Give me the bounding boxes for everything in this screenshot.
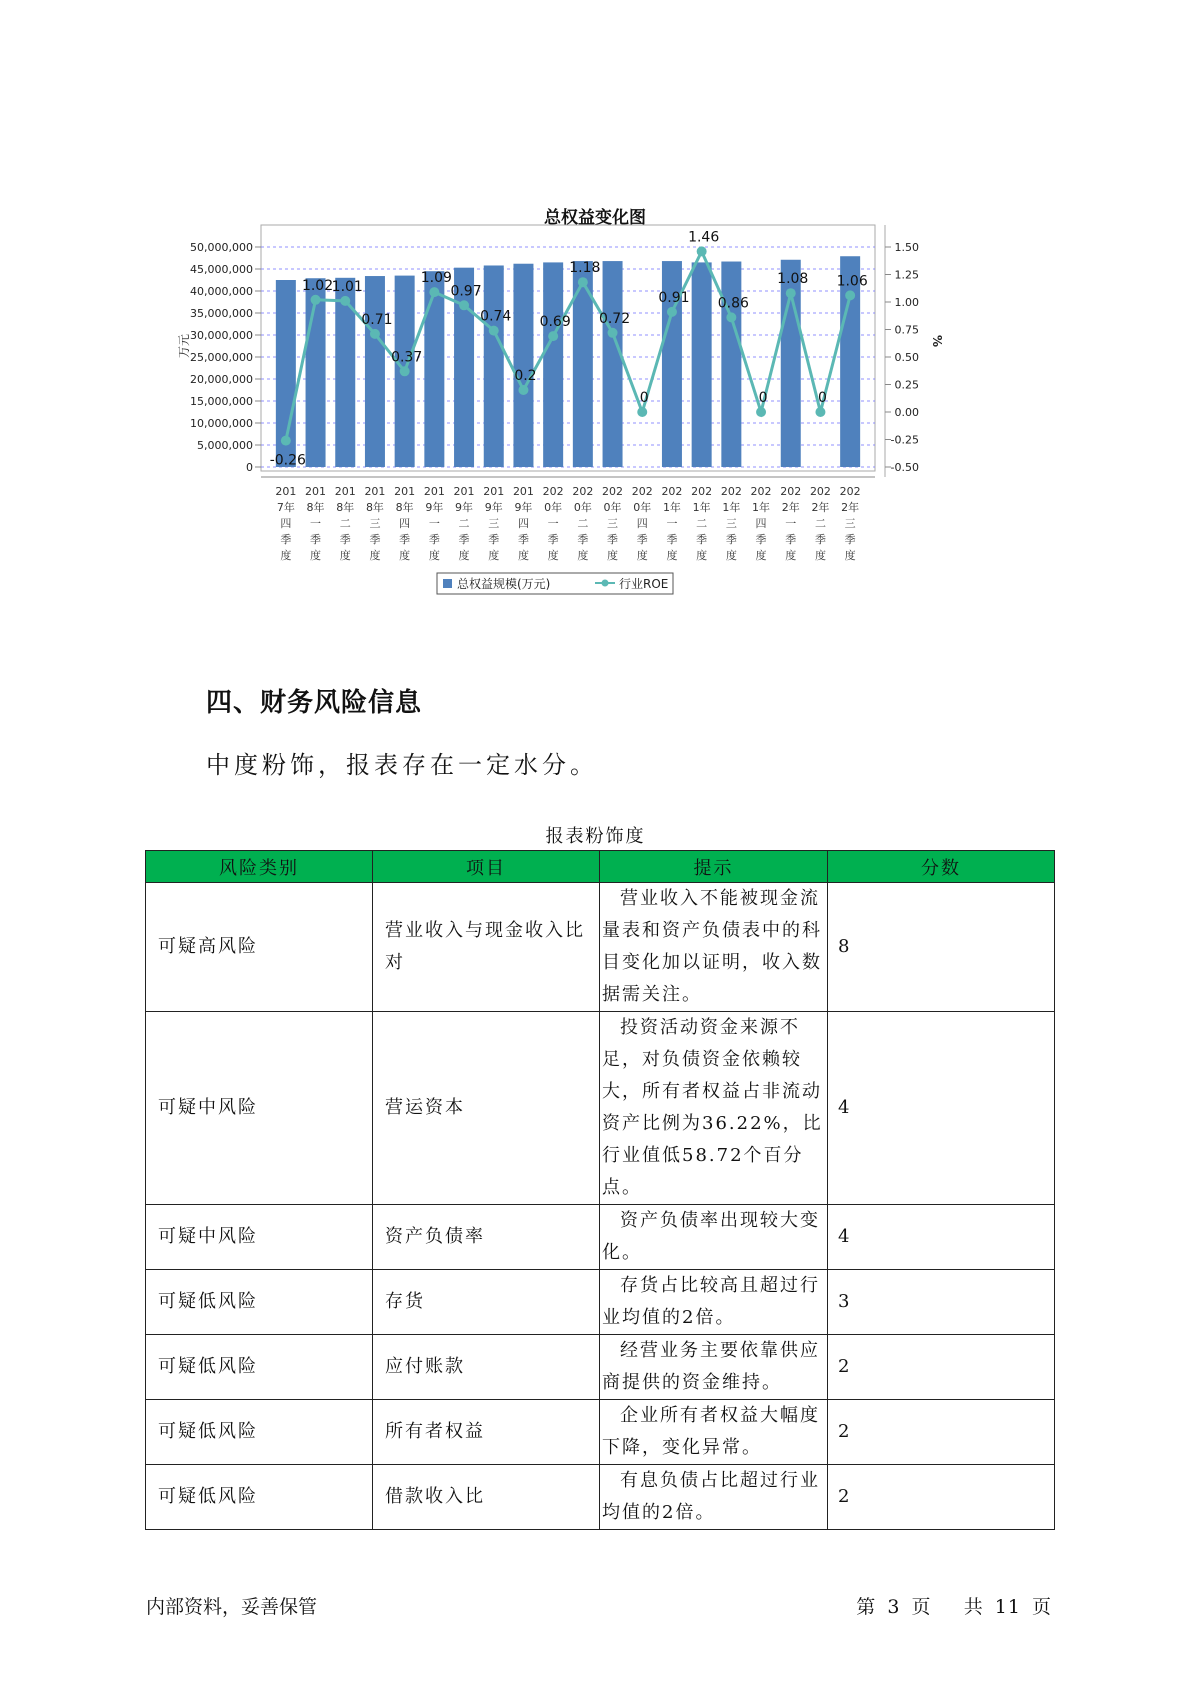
x-tick-label: 季 bbox=[339, 533, 351, 546]
risk-hint: 有息负债占比超过行业均值的2倍。 bbox=[600, 1465, 828, 1530]
x-tick-label: 季 bbox=[577, 533, 589, 546]
x-tick-label: 四 bbox=[280, 517, 292, 530]
x-tick-label: 一 bbox=[785, 517, 797, 530]
roe-point bbox=[726, 312, 736, 322]
x-tick-label: 四 bbox=[636, 517, 648, 530]
x-tick-label: 202 bbox=[691, 485, 713, 498]
x-tick-label: 季 bbox=[280, 533, 292, 546]
roe-point bbox=[459, 300, 469, 310]
roe-data-label: 0.72 bbox=[598, 310, 631, 327]
x-tick-label: 201 bbox=[275, 485, 297, 498]
roe-point bbox=[370, 329, 380, 339]
risk-score: 4 bbox=[828, 1205, 1055, 1270]
x-tick-label: 度 bbox=[666, 549, 678, 562]
x-tick-label: 1年 bbox=[722, 501, 741, 514]
y-left-tick-label: 15,000,000 bbox=[190, 395, 253, 408]
x-tick-label: 度 bbox=[755, 549, 767, 562]
x-tick-label: 度 bbox=[280, 549, 292, 562]
y-left-tick-label: 40,000,000 bbox=[190, 285, 253, 298]
roe-data-label: 0.2 bbox=[514, 368, 537, 384]
x-tick-label: 二 bbox=[458, 517, 470, 530]
y-left-tick-label: 50,000,000 bbox=[190, 241, 253, 254]
roe-point bbox=[667, 307, 677, 317]
roe-data-label: 0.37 bbox=[391, 349, 423, 366]
risk-category: 可疑低风险 bbox=[146, 1335, 373, 1400]
x-tick-label: 季 bbox=[696, 533, 708, 546]
roe-point bbox=[697, 246, 707, 256]
x-tick-label: 8年 bbox=[395, 501, 414, 514]
footer-page-info bbox=[854, 1592, 1054, 1619]
roe-data-label: 0 bbox=[817, 390, 827, 406]
risk-score: 2 bbox=[828, 1400, 1055, 1465]
roe-data-label: 1.01 bbox=[331, 278, 363, 295]
roe-data-label: 1.18 bbox=[569, 260, 601, 277]
header-category: 风险类别 bbox=[146, 851, 373, 883]
x-tick-label: 9年 bbox=[484, 501, 503, 514]
roe-point bbox=[340, 296, 350, 306]
equity-chart bbox=[177, 195, 1010, 655]
bar bbox=[603, 261, 623, 467]
risk-item: 借款收入比 bbox=[373, 1465, 600, 1530]
chart-title: 总权益变化图 bbox=[544, 208, 646, 228]
x-tick-label: 201 bbox=[483, 485, 505, 498]
x-tick-label: 季 bbox=[814, 533, 826, 546]
table-row bbox=[146, 1465, 1055, 1530]
roe-data-label: 1.46 bbox=[688, 229, 720, 246]
x-tick-label: 202 bbox=[602, 485, 624, 498]
x-tick-label: 二 bbox=[339, 517, 351, 530]
x-tick-label: 度 bbox=[577, 549, 589, 562]
x-tick-label: 2年 bbox=[781, 501, 800, 514]
x-tick-label: 一 bbox=[666, 517, 678, 530]
table-row bbox=[146, 1270, 1055, 1335]
risk-category: 可疑高风险 bbox=[146, 883, 373, 1012]
y-right-tick-label: 0.00 bbox=[894, 406, 919, 419]
bar bbox=[484, 265, 504, 467]
y-left-tick-label: 5,000,000 bbox=[197, 439, 253, 452]
x-tick-label: 0年 bbox=[573, 501, 592, 514]
x-tick-label: 二 bbox=[577, 517, 589, 530]
x-tick-label: 7年 bbox=[276, 501, 295, 514]
equity-chart-svg bbox=[177, 195, 1010, 655]
x-tick-label: 201 bbox=[364, 485, 386, 498]
x-tick-label: 季 bbox=[399, 533, 411, 546]
y-right-tick-label: -0.25 bbox=[890, 433, 919, 447]
x-tick-label: 0年 bbox=[603, 501, 622, 514]
risk-hint: 经营业务主要依靠供应商提供的资金维持。 bbox=[600, 1335, 828, 1400]
x-tick-label: 季 bbox=[369, 533, 381, 546]
x-tick-label: 度 bbox=[785, 549, 797, 562]
risk-hint: 资产负债率出现较大变化。 bbox=[600, 1205, 828, 1270]
bar bbox=[513, 264, 533, 467]
x-tick-label: 季 bbox=[755, 533, 767, 546]
y-left-tick-label: 45,000,000 bbox=[190, 263, 253, 276]
x-tick-label: 季 bbox=[785, 533, 797, 546]
x-tick-label: 三 bbox=[369, 517, 381, 530]
roe-data-label: 0.97 bbox=[450, 283, 482, 300]
y-left-tick-label: 35,000,000 bbox=[190, 307, 253, 320]
x-tick-label: 季 bbox=[488, 533, 500, 546]
x-tick-label: 季 bbox=[636, 533, 648, 546]
y-left-axis-label: 万元 bbox=[177, 333, 191, 359]
x-tick-label: 202 bbox=[572, 485, 594, 498]
y-left-tick-label: 30,000,000 bbox=[190, 329, 253, 342]
header-hint: 提示 bbox=[600, 851, 828, 883]
x-tick-label: 1年 bbox=[752, 501, 771, 514]
x-tick-label: 度 bbox=[696, 549, 708, 562]
total-prefix: 共 bbox=[963, 1596, 984, 1618]
y-right-tick-label: -0.50 bbox=[890, 461, 919, 474]
x-tick-label: 1年 bbox=[662, 501, 681, 514]
risk-table bbox=[145, 850, 1055, 1530]
x-tick-label: 四 bbox=[517, 517, 529, 530]
roe-point bbox=[400, 366, 410, 376]
x-tick-label: 一 bbox=[310, 517, 322, 530]
x-tick-label: 202 bbox=[720, 485, 742, 498]
x-tick-label: 9年 bbox=[425, 501, 444, 514]
x-tick-label: 季 bbox=[428, 533, 440, 546]
x-tick-label: 度 bbox=[814, 549, 826, 562]
x-tick-label: 二 bbox=[696, 517, 708, 530]
page-word: 页 bbox=[911, 1596, 932, 1618]
x-tick-label: 季 bbox=[725, 533, 737, 546]
risk-score: 4 bbox=[828, 1012, 1055, 1205]
x-tick-label: 季 bbox=[666, 533, 678, 546]
table-row bbox=[146, 1400, 1055, 1465]
roe-data-label: 0 bbox=[639, 390, 649, 406]
x-tick-label: 202 bbox=[750, 485, 772, 498]
x-tick-label: 度 bbox=[369, 549, 381, 562]
x-tick-label: 季 bbox=[517, 533, 529, 546]
roe-point bbox=[518, 385, 528, 395]
y-right-tick-label: 1.50 bbox=[894, 241, 919, 254]
x-tick-label: 度 bbox=[339, 549, 351, 562]
x-tick-label: 一 bbox=[547, 517, 559, 530]
x-tick-label: 8年 bbox=[336, 501, 355, 514]
section-heading: 四、财务风险信息 bbox=[206, 688, 423, 718]
roe-data-label: 0 bbox=[758, 390, 768, 406]
x-tick-label: 9年 bbox=[455, 501, 474, 514]
roe-point bbox=[311, 295, 321, 305]
x-tick-label: 201 bbox=[453, 485, 475, 498]
x-tick-label: 季 bbox=[607, 533, 619, 546]
y-right-tick-label: 1.00 bbox=[894, 296, 919, 309]
risk-category: 可疑低风险 bbox=[146, 1400, 373, 1465]
roe-data-label: 0.69 bbox=[539, 314, 571, 331]
x-tick-label: 季 bbox=[310, 533, 322, 546]
risk-item: 应付账款 bbox=[373, 1335, 600, 1400]
section-summary: 中度粉饰，报表存在一定水分。 bbox=[206, 751, 598, 779]
x-tick-label: 度 bbox=[488, 549, 500, 562]
bar bbox=[543, 262, 563, 467]
x-tick-label: 202 bbox=[661, 485, 683, 498]
risk-hint: 营业收入不能被现金流量表和资产负债表中的科目变化加以证明，收入数据需关注。 bbox=[600, 883, 828, 1012]
x-tick-label: 四 bbox=[399, 517, 411, 530]
x-tick-label: 季 bbox=[547, 533, 559, 546]
roe-point bbox=[548, 331, 558, 341]
y-right-tick-label: 0.50 bbox=[894, 351, 919, 364]
x-tick-label: 201 bbox=[394, 485, 416, 498]
x-tick-label: 8年 bbox=[306, 501, 325, 514]
risk-item: 营运资本 bbox=[373, 1012, 600, 1205]
x-tick-label: 四 bbox=[755, 517, 767, 530]
risk-score: 8 bbox=[828, 883, 1055, 1012]
x-tick-label: 季 bbox=[844, 533, 856, 546]
x-tick-label: 度 bbox=[844, 549, 856, 562]
x-tick-label: 一 bbox=[428, 517, 440, 530]
bar bbox=[721, 262, 741, 467]
risk-hint: 企业所有者权益大幅度下降，变化异常。 bbox=[600, 1400, 828, 1465]
x-tick-label: 202 bbox=[780, 485, 802, 498]
roe-point bbox=[429, 287, 439, 297]
risk-item: 营业收入与现金收入比对 bbox=[373, 883, 600, 1012]
risk-hint: 投资活动资金来源不足，对负债资金依赖较大，所有者权益占非流动资产比例为36.22%，比行业值低58.72个百分点。 bbox=[600, 1012, 828, 1205]
x-tick-label: 201 bbox=[334, 485, 356, 498]
x-tick-label: 201 bbox=[423, 485, 445, 498]
roe-point bbox=[845, 290, 855, 300]
roe-data-label: 1.09 bbox=[420, 270, 452, 287]
x-tick-label: 2年 bbox=[811, 501, 830, 514]
page-number: 3 bbox=[887, 1596, 901, 1618]
x-tick-label: 0年 bbox=[633, 501, 652, 514]
x-tick-label: 度 bbox=[310, 549, 322, 562]
x-tick-label: 202 bbox=[631, 485, 653, 498]
x-tick-label: 三 bbox=[488, 517, 500, 530]
x-tick-label: 三 bbox=[607, 517, 619, 530]
table-row bbox=[146, 1335, 1055, 1400]
risk-category: 可疑低风险 bbox=[146, 1465, 373, 1530]
y-left-tick-label: 0 bbox=[246, 461, 253, 474]
risk-score: 2 bbox=[828, 1465, 1055, 1530]
roe-data-label: 0.91 bbox=[658, 289, 690, 306]
roe-data-label: 0.71 bbox=[361, 311, 393, 328]
x-tick-label: 度 bbox=[636, 549, 648, 562]
x-tick-label: 二 bbox=[814, 517, 826, 530]
x-tick-label: 季 bbox=[458, 533, 470, 546]
header-item: 项目 bbox=[373, 851, 600, 883]
roe-point bbox=[786, 288, 796, 298]
legend-bar-swatch bbox=[443, 579, 452, 588]
roe-data-label: -0.26 bbox=[269, 452, 306, 469]
x-tick-label: 8年 bbox=[365, 501, 384, 514]
x-tick-label: 度 bbox=[458, 549, 470, 562]
table-row bbox=[146, 1012, 1055, 1205]
table-row bbox=[146, 883, 1055, 1012]
y-right-tick-label: 1.25 bbox=[894, 268, 919, 282]
legend-line-label: 行业ROE bbox=[619, 577, 669, 591]
roe-data-label: 1.02 bbox=[301, 277, 334, 294]
risk-score: 2 bbox=[828, 1335, 1055, 1400]
table-row bbox=[146, 1205, 1055, 1270]
legend-line-marker bbox=[602, 580, 609, 587]
footer-confidential-note: 内部资料，妥善保管 bbox=[146, 1596, 318, 1618]
x-tick-label: 9年 bbox=[514, 501, 533, 514]
table-caption: 报表粉饰度 bbox=[545, 826, 646, 847]
risk-item: 存货 bbox=[373, 1270, 600, 1335]
risk-hint: 存货占比较高且超过行业均值的2倍。 bbox=[600, 1270, 828, 1335]
roe-point bbox=[756, 407, 766, 417]
y-right-tick-label: 0.25 bbox=[894, 378, 919, 392]
x-tick-label: 201 bbox=[305, 485, 327, 498]
legend-bar-label: 总权益规模(万元) bbox=[457, 577, 551, 591]
risk-item: 资产负债率 bbox=[373, 1205, 600, 1270]
x-tick-label: 三 bbox=[725, 517, 737, 530]
bar bbox=[424, 271, 444, 467]
roe-point bbox=[281, 436, 291, 446]
x-tick-label: 度 bbox=[517, 549, 529, 562]
x-tick-label: 201 bbox=[512, 485, 534, 498]
x-tick-label: 度 bbox=[607, 549, 619, 562]
risk-category: 可疑低风险 bbox=[146, 1270, 373, 1335]
roe-data-label: 0.86 bbox=[717, 295, 749, 312]
roe-data-label: 1.06 bbox=[836, 273, 868, 290]
risk-score: 3 bbox=[828, 1270, 1055, 1335]
roe-data-label: 1.08 bbox=[777, 271, 809, 288]
roe-data-label: 0.74 bbox=[480, 308, 512, 325]
roe-point bbox=[815, 407, 825, 417]
roe-point bbox=[489, 326, 499, 336]
x-tick-label: 1年 bbox=[692, 501, 711, 514]
roe-point bbox=[578, 277, 588, 287]
y-left-tick-label: 20,000,000 bbox=[190, 373, 253, 386]
table-header-row bbox=[146, 851, 1055, 883]
bar bbox=[365, 276, 385, 467]
x-tick-label: 三 bbox=[844, 517, 856, 530]
page-prefix: 第 bbox=[856, 1596, 877, 1618]
y-left-tick-label: 25,000,000 bbox=[190, 351, 253, 364]
risk-item: 所有者权益 bbox=[373, 1400, 600, 1465]
bar bbox=[335, 278, 355, 467]
x-tick-label: 度 bbox=[547, 549, 559, 562]
x-tick-label: 度 bbox=[725, 549, 737, 562]
x-tick-label: 2年 bbox=[841, 501, 860, 514]
header-score: 分数 bbox=[828, 851, 1055, 883]
y-left-tick-label: 10,000,000 bbox=[190, 417, 253, 430]
risk-category: 可疑中风险 bbox=[146, 1205, 373, 1270]
x-tick-label: 202 bbox=[809, 485, 831, 498]
x-tick-label: 0年 bbox=[544, 501, 563, 514]
total-pages: 11 bbox=[994, 1596, 1021, 1618]
x-tick-label: 度 bbox=[399, 549, 411, 562]
bar bbox=[692, 262, 712, 467]
risk-category: 可疑中风险 bbox=[146, 1012, 373, 1205]
x-tick-label: 202 bbox=[542, 485, 564, 498]
x-tick-label: 度 bbox=[428, 549, 440, 562]
x-tick-label: 202 bbox=[839, 485, 861, 498]
total-word: 页 bbox=[1031, 1596, 1052, 1618]
y-right-axis-label: % bbox=[930, 334, 944, 348]
roe-point bbox=[608, 328, 618, 338]
roe-point bbox=[637, 407, 647, 417]
y-right-tick-label: 0.75 bbox=[894, 323, 919, 337]
